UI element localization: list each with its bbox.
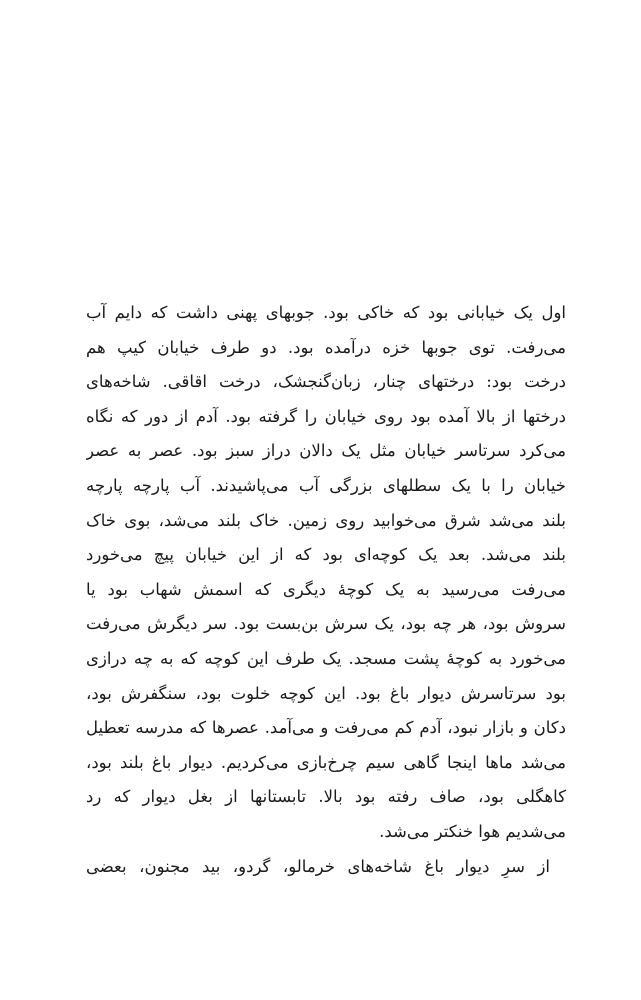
text-line: اول یک خیابانی بود که خاکی بود. جوبهای پهنی داشت که دایم آب <box>86 303 566 322</box>
text-line: می‌کرد سرتاسر خیابان مثل یک دالان دراز سبز بود. عصر به عصر <box>86 441 566 461</box>
text-line: درختها از بالا آمده بود روی خیابان را گرفته بود. آدم از دور که نگاه <box>86 406 566 426</box>
text-line: می‌شد ماها اینجا گاهی سیم چرخ‌بازی می‌کردیم. دیوار باغ بلند بود، <box>86 752 566 772</box>
text-line: خیابان را با یک سطلهای بزرگی آب می‌پاشیدند. آب پارچه پارچه <box>86 475 566 495</box>
text-line: بلند می‌شد. بعد یک کوچه‌ای بود که از این خیابان پیچ می‌خورد <box>86 545 566 565</box>
text-line: از سرِ دیوار باغ شاخه‌های خرمالو، گردو، بید مجنون، بعضی <box>86 856 550 876</box>
text-line: می‌شدیم هوا خنکتر می‌شد. <box>379 821 566 841</box>
text-line: می‌رفت می‌رسید به یک کوچهٔ دیگری که اسمش شهاب بود یا <box>86 579 566 599</box>
text-line: سروش بود، هر چه بود، یک سرش بن‌بست بود. سر دیگرش می‌رفت <box>86 614 566 634</box>
text-line: بلند می‌شد شرق می‌خوابید روی زمین. خاک بلند می‌شد، بوی خاک <box>86 510 566 530</box>
text-line: می‌خورد به کوچهٔ پشت مسجد. یک طرف این کوچه که به چه درازی <box>86 648 566 668</box>
text-line: بود سرتاسرش دیوار باغ بود. این کوچه خلوت بود، سنگفرش بود، <box>86 683 566 703</box>
text-line: دکان و بازار نبود، آدم کم می‌رفت و می‌آمد. عصرها که مدرسه تعطیل <box>86 718 566 738</box>
body-text <box>86 296 566 884</box>
text-line: می‌رفت. توی جوبها خزه درآمده بود. دو طرف خیابان کیپ هم <box>86 337 566 357</box>
text-line: درخت بود: درختهای چنار، زبان‌گنجشک، درخت اقاقی. شاخه‌های <box>86 372 566 392</box>
text-line: کاهگلی بود، صاف رفته بود بالا. تابستانها از بغل دیوار که رد <box>86 787 566 807</box>
